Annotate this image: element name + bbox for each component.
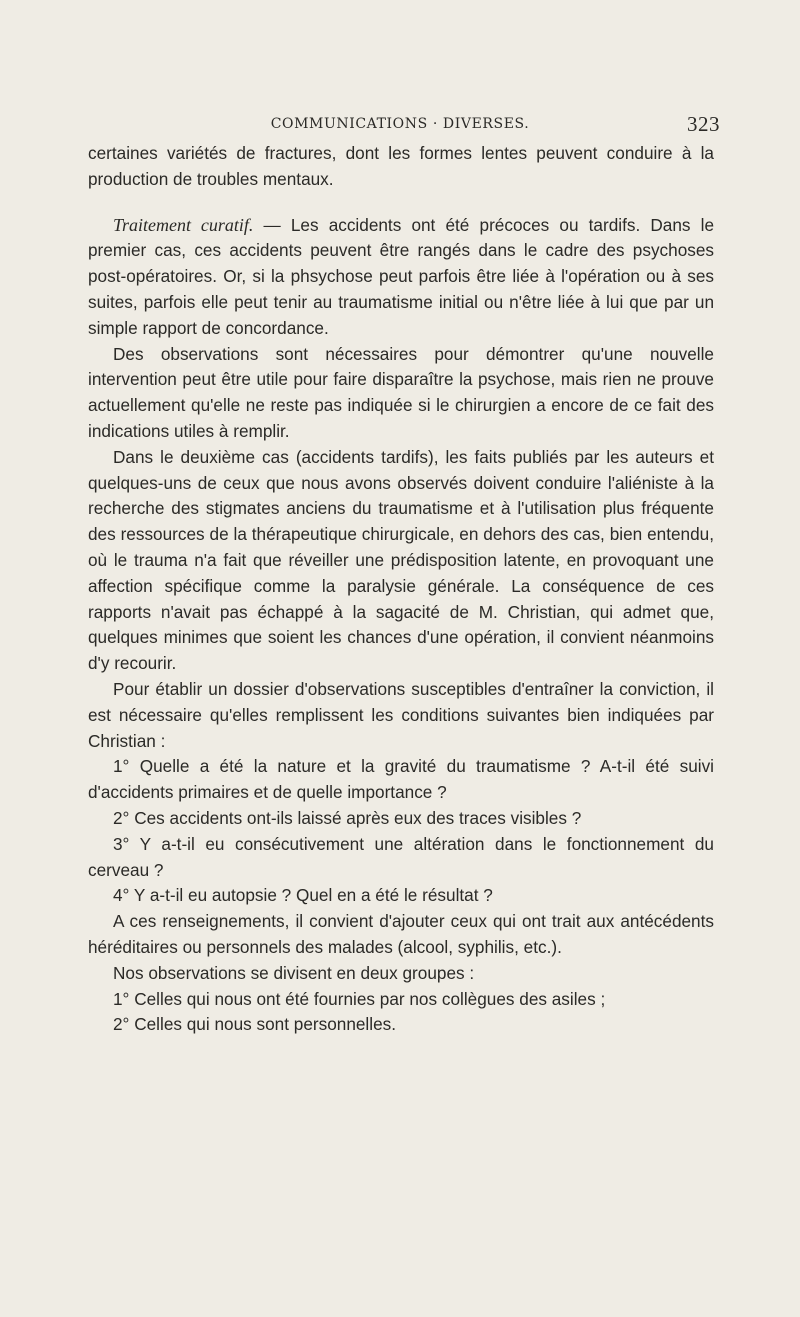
- paragraph-text: 4° Y a-t-il eu autopsie ? Quel en a été le résultat ?: [113, 885, 493, 906]
- list-item: [88, 987, 714, 1013]
- list-item: [88, 1012, 714, 1038]
- list-item: [88, 883, 714, 909]
- paragraph-text: 3° Y a-t-il eu consécutivement une altération dans le fonctionnement du cerveau ?: [88, 833, 714, 880]
- paragraph: [88, 961, 714, 987]
- paragraph-text: 2° Celles qui nous sont personnelles.: [113, 1014, 396, 1035]
- paragraph: [88, 342, 714, 445]
- list-item: [88, 832, 714, 884]
- paragraph-text: Des observations sont nécessaires pour démontrer qu'une nouvelle intervention peut être utile pour faire disparaître la psychose, mais rien ne prouve actuellement qu'elle ne reste pas indiquée si le chirurgien a encore de ce fait des indications utiles à remplir.: [88, 343, 714, 441]
- paragraph-text: A ces renseignements, il convient d'ajouter ceux qui ont trait aux antécédents héréditaires ou personnels des malades (alcool, syphilis, etc.).: [88, 911, 714, 957]
- body-text: [88, 141, 714, 1038]
- paragraph-text: — Les accidents ont été précoces ou tardifs. Dans le premier cas, ces accidents peuvent être rangés dans le cadre des psychoses post-opératoires. Or, si la phsychose peut parfois être liée à l'opération ou à ses suites, parfois elle peut tenir au traumatisme initial ou n'être liée à lui que par un simple rapport de concordance.: [88, 214, 714, 338]
- paragraph-text: 2° Ces accidents ont-ils laissé après eux des traces visibles ?: [113, 807, 582, 828]
- paragraph-traitement-curatif: [88, 213, 714, 342]
- paragraph-text: certaines variétés de fractures, dont les formes lentes peuvent conduire à la production de troubles mentaux.: [88, 143, 714, 189]
- list-item: [88, 806, 714, 832]
- paragraph: [88, 677, 714, 754]
- paragraph-text: 1° Celles qui nous ont été fournies par nos collègues des asiles ;: [113, 988, 606, 1009]
- section-heading: Traitement curatif.: [113, 214, 254, 235]
- paragraph: [88, 445, 714, 677]
- running-head: COMMUNICATIONS · DIVERSES.: [270, 116, 530, 132]
- paragraph-text: Dans le deuxième cas (accidents tardifs), les faits publiés par les auteurs et quelques-uns de ceux que nous avons observés doivent conduire l'aliéniste à la recherche des stigmates anciens du traumatisme et à l'utilisation plus fréquente des ressources de la thérapeutique chirurgicale, en dehors des cas, bien entendu, où le trauma n'a fait que réveiller une prédisposition latente, en provoquant une affection spécifique comme la paralysie générale. La conséquence de ces rapports n'avait pas échappé à la sagacité de M. Christian, qui admet que, quelques minimes que soient les chances d'une opération, il convient néanmoins d'y recourir.: [88, 446, 714, 674]
- page-header: [80, 112, 720, 140]
- page-number: 323: [687, 112, 720, 136]
- paragraph-text: Nos observations se divisent en deux groupes :: [113, 962, 475, 983]
- paragraph-text: 1° Quelle a été la nature et la gravité du traumatisme ? A-t-il été suivi d'accidents primaires et de quelle importance ?: [88, 756, 714, 803]
- paragraph: [88, 141, 714, 193]
- list-item: [88, 754, 714, 806]
- paragraph: [88, 909, 714, 961]
- paragraph-text: Pour établir un dossier d'observations susceptibles d'entraîner la conviction, il est nécessaire qu'elles remplissent les conditions suivantes bien indiquées par Christian :: [88, 678, 714, 751]
